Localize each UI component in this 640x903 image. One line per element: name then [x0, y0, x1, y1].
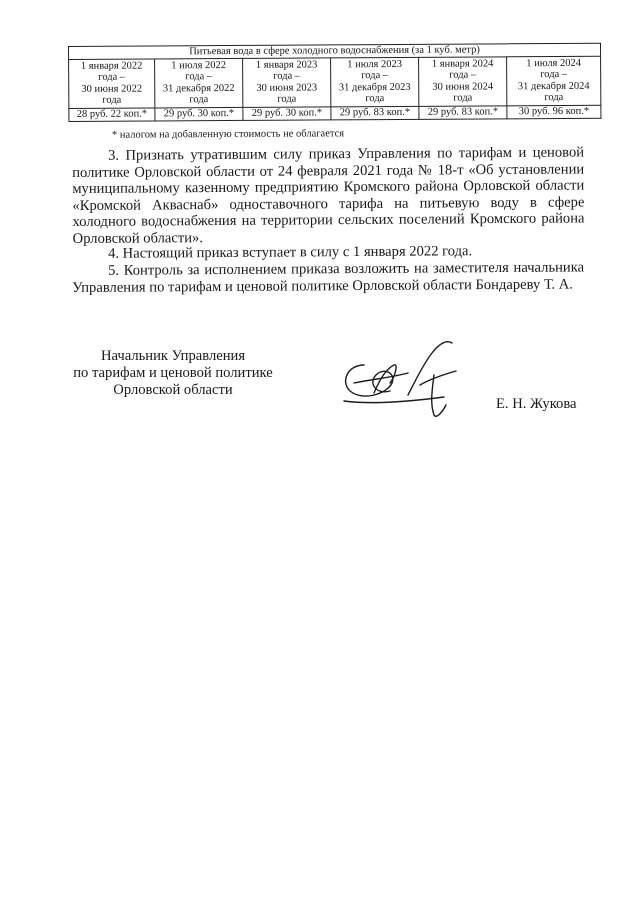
paragraph-4: 4. Настоящий приказ вступает в силу с 1 января 2022 года. [107, 243, 473, 262]
paragraph-5: 5. Контроль за исполнением приказа возложить на заместителя начальника Управления по тарифам и ценовой политике Орловской области Бондареву Т. А. [72, 259, 585, 296]
price-cell: 29 руб. 83 коп.* [331, 106, 419, 120]
handwritten-signature [334, 335, 474, 425]
period-cell: 1 июля 2023 года – 31 декабря 2023 года [331, 57, 419, 107]
period-row [69, 56, 601, 108]
signatory-name: Е. Н. Жукова [496, 396, 577, 412]
price-cell: 29 руб. 30 коп.* [243, 106, 331, 120]
period-cell: 1 января 2022 года – 30 июня 2022 года [69, 58, 155, 108]
period-cell: 1 июля 2024 года – 31 декабря 2024 года [507, 56, 601, 106]
price-cell: 29 руб. 83 коп.* [419, 105, 507, 119]
signatory-title: Начальник Управления по тарифам и ценовой политике Орловской области [73, 348, 273, 398]
paragraph-3: 3. Признать утратившим силу приказ Управления по тарифам и ценовой политике Орловской области от 24 февраля 2021 года № 18-т «Об установлении муниципальному казенному предприятию Кромского района Орловской области «Кромской Акваснаб» одноставочного тарифа на питьевую воду в сфере холодного водоснабжения на территории сельских поселений Кромского района Орловской области». [72, 144, 585, 247]
tariff-table [68, 43, 601, 122]
price-cell: 29 руб. 30 коп.* [155, 107, 243, 121]
price-row [69, 105, 601, 121]
tariff-footnote: * налогом на добавленную стоимость не облагается [111, 128, 345, 141]
price-cell: 28 руб. 22 коп.* [69, 107, 155, 121]
period-cell: 1 января 2024 года – 30 июня 2024 года [419, 56, 507, 106]
tariff-table-header: Питьевая вода в сфере холодного водоснабжения (за 1 куб. метр) [69, 43, 601, 59]
period-cell: 1 января 2023 года – 30 июня 2023 года [243, 57, 331, 107]
period-cell: 1 июля 2022 года – 31 декабря 2022 года [155, 58, 243, 108]
price-cell: 30 руб. 96 коп.* [507, 105, 601, 119]
